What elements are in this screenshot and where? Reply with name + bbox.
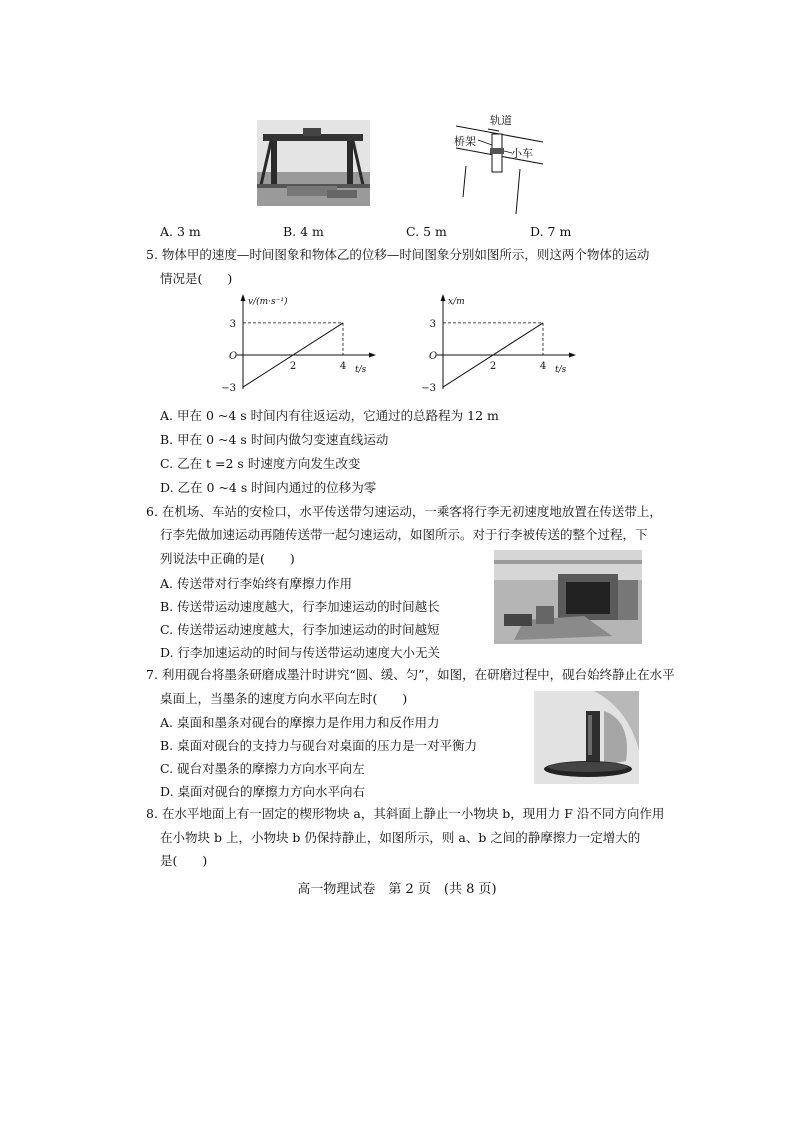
xt-x-label: t/s: [555, 365, 567, 375]
q4-option-b: B. 4 m: [283, 224, 324, 239]
xt-origin-label: O: [429, 351, 438, 362]
q5-stem-line-2: 情况是( ): [160, 271, 233, 286]
vt-origin-label: O: [229, 351, 238, 362]
vt-x-axis-arrow: [369, 353, 376, 358]
xt-y-axis-arrow: [441, 294, 446, 301]
q8-stem-line-3: 是( ): [160, 853, 208, 868]
inkstone-photo: [534, 691, 639, 784]
q6-option-a: A. 传送带对行李始终有摩擦力作用: [160, 576, 352, 591]
vt-y-tick-label: 3: [229, 318, 236, 330]
security-scanner-photo: [494, 550, 642, 644]
bridge-label: 桥架: [454, 135, 476, 148]
vt-x-label: t/s: [355, 365, 367, 375]
vt-y-axis-arrow: [241, 294, 246, 301]
q5-option-d: D. 乙在 0 ~4 s 时间内通过的位移为零: [160, 480, 377, 495]
q5-option-a: A. 甲在 0 ~4 s 时间内有往返运动，它通过的总路程为 12 m: [160, 408, 499, 423]
q6-option-b: B. 传送带运动速度越大，行李加速运动的时间越长: [160, 599, 440, 614]
q7-stem-line-1: 7. 利用砚台将墨条研磨成墨汁时讲究“圆、缓、匀”，如图，在研磨过程中，砚台始终静止在水平: [146, 667, 675, 682]
q7-option-a: A. 桌面和墨条对砚台的摩擦力是作用力和反作用力: [160, 715, 440, 730]
q7-option-b: B. 桌面对砚台的支持力与砚台对桌面的压力是一对平衡力: [160, 738, 478, 753]
vt-y-label: v/(m·s⁻¹): [248, 297, 288, 307]
crane-track-diagram: [448, 112, 548, 214]
q4-option-d: D. 7 m: [530, 224, 572, 239]
xt-y-label: x/m: [448, 297, 465, 307]
q5-option-b: B. 甲在 0 ~4 s 时间内做匀变速直线运动: [160, 432, 389, 447]
vt-y-tick-label: −3: [221, 383, 236, 395]
q4-option-a: A. 3 m: [160, 224, 201, 239]
xt-y-tick-label: −3: [421, 383, 436, 395]
q6-stem-line-1: 6. 在机场、车站的安检口，水平传送带匀速运动，一乘客将行李无初速度地放置在传送带上，: [146, 504, 662, 519]
q7-option-c: C. 砚台对墨条的摩擦力方向水平向左: [160, 761, 365, 776]
cart-label: 小车: [511, 147, 533, 160]
gantry-crane-photo: [257, 120, 370, 206]
q7-stem-line-2: 桌面上，当墨条的速度方向水平向左时( ): [160, 691, 408, 706]
xt-y-tick-label: 3: [429, 318, 436, 330]
page-footer: 高一物理试卷 第 2 页 (共 8 页): [297, 882, 497, 897]
q8-stem-line-2: 在小物块 b 上，小物块 b 仍保持静止，如图所示，则 a、b 之间的静摩擦力一定增大的: [160, 830, 641, 845]
q6-stem-line-2: 行李先做加速运动再随传送带一起匀速运动，如图所示。对于行李被传送的整个过程，下: [160, 527, 648, 542]
q5-option-c: C. 乙在 t =2 s 时速度方向发生改变: [160, 456, 361, 471]
xt-x-tick-label: 4: [539, 361, 547, 372]
q6-option-c: C. 传送带运动速度越大，行李加速运动的时间越短: [160, 622, 440, 637]
xt-x-tick-label: 2: [489, 361, 497, 372]
q7-option-d: D. 桌面对砚台的摩擦力方向水平向右: [160, 784, 366, 799]
displacement-time-chart: [415, 292, 580, 398]
q4-option-c: C. 5 m: [406, 224, 447, 239]
q6-option-d: D. 行李加速运动的时间与传送带运动速度大小无关: [160, 645, 441, 660]
velocity-time-chart: [215, 292, 380, 398]
q6-stem-line-3: 列说法中正确的是( ): [160, 551, 295, 566]
vt-x-tick-label: 4: [339, 361, 347, 372]
track-label: 轨道: [490, 114, 512, 127]
q5-stem-line-1: 5. 物体甲的速度—时间图象和物体乙的位移—时间图象分别如图所示，则这两个物体的运动: [146, 247, 650, 262]
xt-x-axis-arrow: [569, 353, 576, 358]
vt-x-tick-label: 2: [289, 361, 297, 372]
q8-stem-line-1: 8. 在水平地面上有一固定的楔形物块 a，其斜面上静止一小物块 b，现用力 F 沿不同方向作用: [146, 806, 665, 821]
